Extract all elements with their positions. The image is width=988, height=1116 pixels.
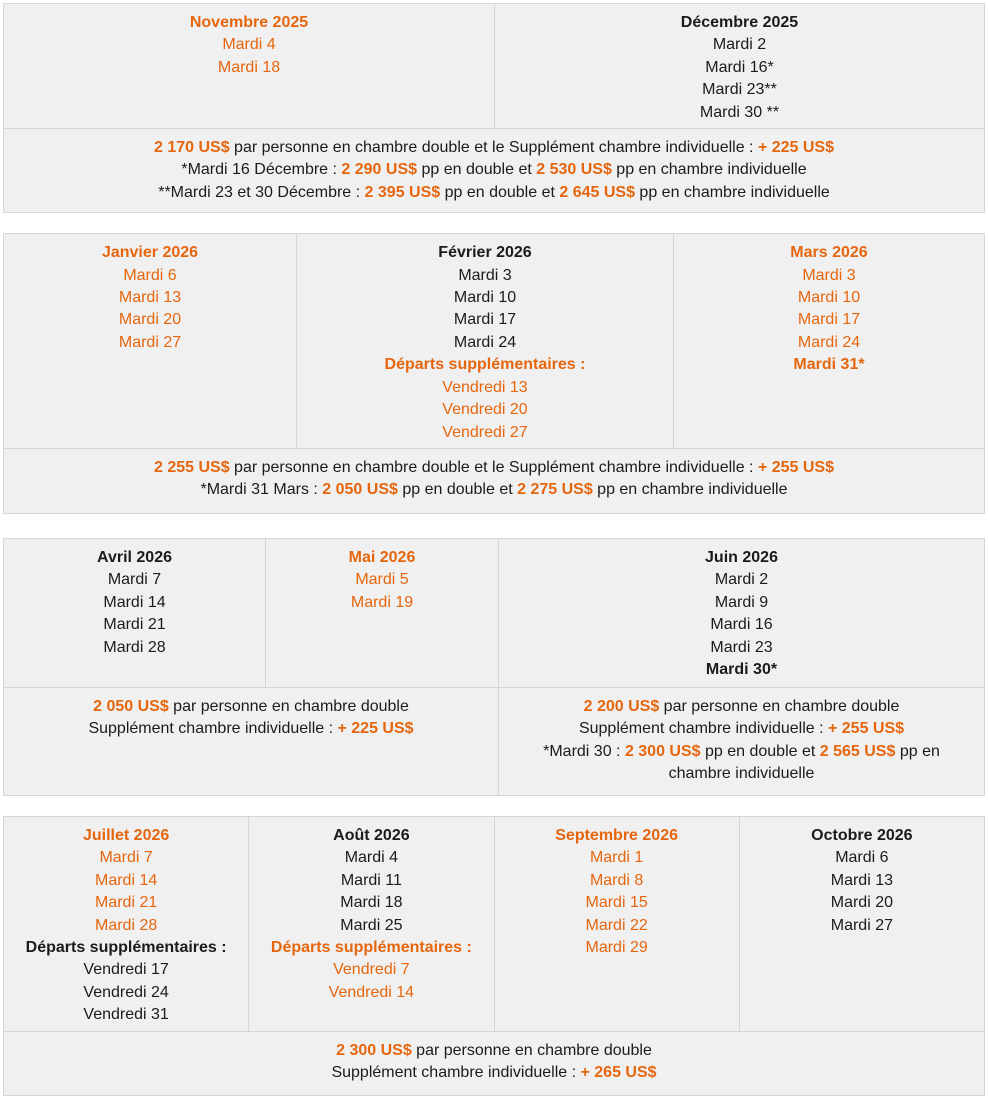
month-title: Décembre 2025 (680, 14, 799, 31)
month-cell-mai-2026 (265, 539, 498, 687)
departure-date: Mardi 29 (585, 938, 648, 956)
pricing-line (16, 479, 972, 501)
departure-date: Mardi 23 (710, 638, 773, 656)
departure-date: Vendredi 31 (83, 1006, 169, 1024)
departure-date: Vendredi 14 (328, 983, 415, 1001)
price-text: Supplément chambre individuelle : (578, 720, 828, 738)
departure-date: Mardi 14 (95, 871, 158, 889)
price-value: 2 565 US$ (819, 742, 896, 760)
pricing-row (4, 128, 984, 212)
price-value: 2 050 US$ (93, 697, 169, 715)
month-cell-avril-2026 (4, 539, 265, 687)
month-title: Mars 2026 (790, 244, 868, 262)
departure-pricing-page (3, 3, 985, 1096)
pricing-line (16, 137, 972, 159)
departure-date: Mardi 27 (830, 916, 893, 934)
price-value: 2 290 US$ (341, 161, 418, 179)
price-text: *Mardi 30 : (543, 742, 625, 760)
price-value: 2 275 US$ (517, 481, 593, 499)
departure-date: Mardi 30 ** (699, 103, 780, 121)
price-text: pp en chambre individuelle (592, 481, 788, 499)
departure-dates-row (4, 817, 984, 1031)
extra-departures-label: Départs supplémentaires : (25, 938, 227, 956)
pricing-line (16, 159, 972, 181)
departure-date: Mardi 5 (355, 571, 409, 589)
price-text: pp en chambre individuelle (611, 161, 807, 179)
price-text: par personne en chambre double (168, 697, 409, 715)
departure-date: Mardi 16 (710, 616, 773, 634)
pricing-line (16, 696, 486, 718)
departure-date: Mardi 2 (714, 571, 769, 589)
departure-date: Mardi 20 (830, 894, 893, 912)
departure-date: Mardi 4 (344, 849, 399, 867)
month-title: Août 2026 (333, 826, 410, 844)
departure-date: Vendredi 24 (83, 983, 169, 1001)
price-value: 2 300 US$ (624, 742, 701, 760)
month-title: Novembre 2025 (189, 14, 309, 31)
departure-date: Mardi 7 (99, 849, 153, 867)
price-value: + 255 US$ (827, 720, 905, 738)
departure-date: Mardi 24 (797, 333, 861, 351)
month-cell-septembre-2026 (494, 817, 739, 1031)
departure-date: Mardi 13 (830, 871, 893, 889)
price-value: 2 300 US$ (336, 1041, 412, 1059)
price-text: pp en double et (700, 742, 820, 760)
month-title: Septembre 2026 (555, 826, 678, 844)
pricing-cell (4, 1032, 984, 1095)
departure-date: Mardi 4 (222, 36, 276, 54)
price-text: *Mardi 16 Décembre : (181, 161, 342, 179)
month-title: Janvier 2026 (101, 244, 199, 262)
price-value: + 265 US$ (580, 1063, 657, 1081)
departure-date: Mardi 20 (118, 311, 182, 329)
price-text: pp en chambre individuelle (634, 183, 830, 201)
month-cell-aout-2026 (248, 817, 493, 1031)
price-value: 2 395 US$ (364, 183, 441, 201)
month-title: Avril 2026 (96, 548, 172, 566)
departure-date: Mardi 15 (585, 894, 648, 912)
departure-date: Mardi 23** (702, 81, 777, 99)
departure-date: Mardi 17 (453, 311, 517, 329)
pricing-cell-avril-mai (4, 688, 498, 795)
month-cell-fevrier-2026 (296, 234, 673, 448)
price-value: 2 645 US$ (559, 183, 635, 201)
price-text: pp en chambre individuelle (668, 742, 940, 783)
departure-date: Mardi 28 (95, 916, 158, 934)
month-title: Octobre 2026 (811, 826, 913, 844)
departure-date: Mardi 19 (350, 593, 414, 611)
price-text: Supplément chambre individuelle : (331, 1063, 581, 1081)
departure-date: Vendredi 20 (442, 401, 528, 419)
price-text: par personne en chambre double et le Supplément chambre individuelle : (229, 139, 758, 157)
departure-date: Mardi 28 (103, 638, 166, 656)
departure-date: Mardi 13 (118, 289, 182, 307)
pricing-line (16, 457, 972, 479)
departure-date: Vendredi 17 (83, 961, 169, 979)
month-title: Mai 2026 (348, 548, 416, 566)
departure-date: Mardi 18 (217, 58, 281, 76)
month-cell-octobre-2026 (739, 817, 984, 1031)
price-value: + 255 US$ (757, 458, 834, 476)
month-title: Juillet 2026 (82, 826, 170, 844)
departure-date: Mardi 3 (458, 266, 512, 284)
pricing-row (4, 1031, 984, 1095)
departure-date: Mardi 6 (123, 266, 177, 284)
departure-date: Vendredi 13 (442, 378, 528, 396)
pricing-cell (4, 129, 984, 212)
pricing-line (511, 696, 972, 718)
extra-departures-label: Départs supplémentaires : (270, 938, 472, 956)
price-text: pp en double et (440, 183, 560, 201)
pricing-row (4, 687, 984, 795)
departure-date: Vendredi 27 (442, 423, 528, 441)
price-text: pp en double et (397, 481, 518, 499)
price-text: par personne en chambre double et le Supplément chambre individuelle : (229, 458, 758, 476)
departure-date: Mardi 16* (705, 58, 774, 76)
month-cell-novembre-2025 (4, 4, 494, 128)
pricing-line (16, 1062, 972, 1084)
departure-date: Mardi 21 (95, 894, 158, 912)
month-cell-janvier-2026 (4, 234, 296, 448)
price-text: par personne en chambre double (411, 1041, 652, 1059)
month-title: Février 2026 (438, 244, 532, 262)
pricing-line (16, 182, 972, 204)
departure-date: Mardi 24 (453, 333, 517, 351)
departure-date: Mardi 27 (118, 333, 182, 351)
month-cell-juillet-2026 (4, 817, 248, 1031)
price-text: Supplément chambre individuelle : (88, 720, 338, 738)
pricing-cell (4, 449, 984, 513)
departure-dates-row (4, 4, 984, 128)
pricing-row (4, 448, 984, 513)
departure-date: Mardi 7 (107, 571, 162, 589)
pricing-table-block-4 (3, 816, 985, 1096)
departure-date: Mardi 25 (340, 916, 403, 934)
departure-date: Mardi 22 (585, 916, 648, 934)
departure-dates-row (4, 234, 984, 448)
departure-date: Mardi 17 (797, 311, 861, 329)
departure-date: Mardi 18 (340, 894, 403, 912)
month-title: Juin 2026 (705, 548, 778, 566)
departure-date: Mardi 8 (589, 871, 644, 889)
month-cell-mars-2026 (673, 234, 984, 448)
pricing-line (511, 741, 972, 786)
departure-date: Mardi 14 (103, 593, 166, 611)
departure-date: Mardi 3 (802, 266, 856, 284)
pricing-line (511, 718, 972, 740)
pricing-cell-juin (498, 688, 984, 795)
price-value: + 225 US$ (337, 720, 414, 738)
departure-date: Mardi 2 (712, 36, 767, 54)
departure-date: Mardi 9 (714, 593, 769, 611)
price-value: 2 050 US$ (322, 481, 398, 499)
price-value: 2 200 US$ (583, 697, 660, 715)
departure-date: Mardi 30* (705, 660, 778, 678)
departure-dates-row (4, 539, 984, 687)
departure-date: Mardi 1 (589, 849, 644, 867)
price-value: 2 170 US$ (154, 139, 230, 157)
departure-date: Mardi 6 (835, 849, 889, 867)
departure-date: Vendredi 7 (333, 961, 410, 979)
price-value: 2 530 US$ (536, 161, 612, 179)
month-cell-juin-2026 (498, 539, 984, 687)
price-text: pp en double et (417, 161, 537, 179)
departure-date: Mardi 11 (340, 871, 402, 889)
price-value: 2 255 US$ (154, 458, 230, 476)
extra-departures-label: Départs supplémentaires : (384, 356, 586, 374)
pricing-line (16, 718, 486, 740)
departure-date: Mardi 10 (453, 289, 517, 307)
price-text: **Mardi 23 et 30 Décembre : (158, 183, 365, 201)
pricing-table-block-2 (3, 233, 985, 514)
pricing-line (16, 1040, 972, 1062)
departure-date: Mardi 31* (793, 356, 865, 374)
month-cell-decembre-2025 (494, 4, 984, 128)
pricing-table-block-1 (3, 3, 985, 213)
departure-date: Mardi 21 (103, 616, 166, 634)
pricing-table-block-3 (3, 538, 985, 796)
departure-date: Mardi 10 (797, 289, 861, 307)
price-text: par personne en chambre double (659, 697, 900, 715)
price-text: *Mardi 31 Mars : (200, 481, 323, 499)
price-value: + 225 US$ (757, 139, 834, 157)
